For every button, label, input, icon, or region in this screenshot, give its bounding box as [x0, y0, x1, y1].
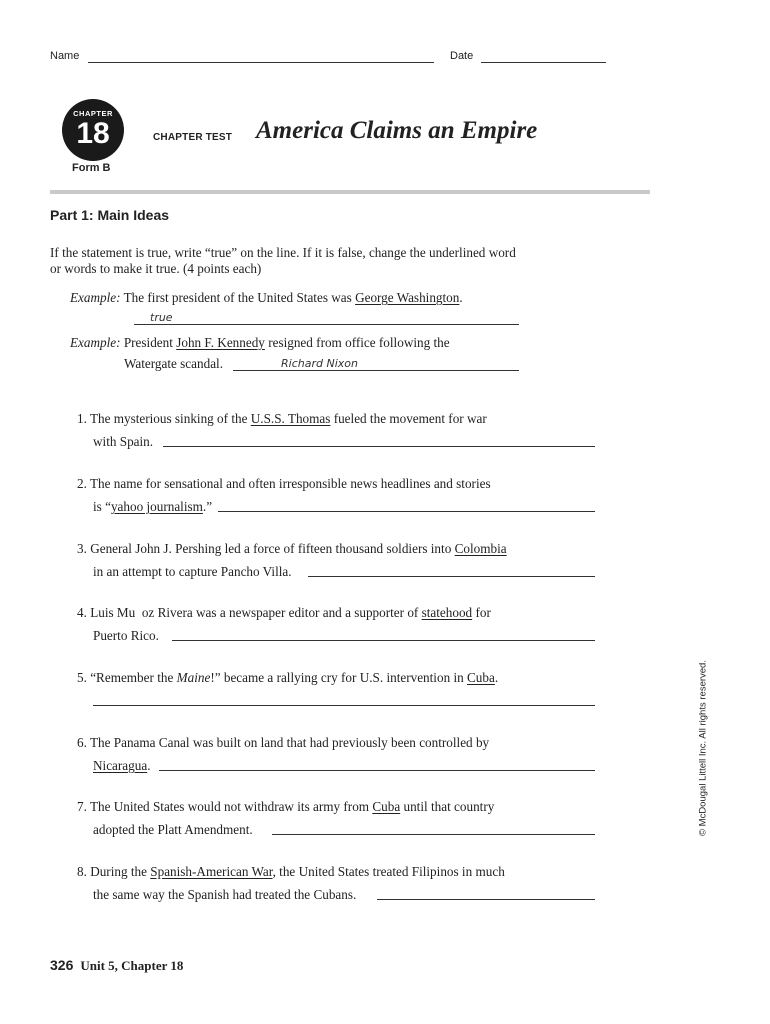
chapter-badge [62, 99, 124, 161]
question-8: 8. During the Spanish-American War, the United States treated Filipinos in much [77, 864, 505, 879]
underlined-term: Nicaragua [93, 758, 148, 773]
example-underlined: John F. Kennedy [176, 335, 265, 350]
example-underlined: George Washington [355, 290, 460, 305]
page-number: 326 [50, 957, 74, 973]
example-1: Example: The first president of the United States was George Washington. [70, 290, 463, 305]
chapter-badge-label: CHAPTER [73, 109, 113, 118]
copyright-notice: © McDougal Littell Inc. All rights reserved. [697, 660, 709, 836]
question-2-line-2: is “yahoo journalism.” [93, 499, 213, 514]
question-6-line-2: Nicaragua. [93, 758, 151, 773]
example-1-answer-line [134, 324, 519, 325]
question-2: 2. The name for sensational and often irresponsible news headlines and stories [77, 476, 491, 491]
answer-line-1[interactable] [163, 446, 595, 447]
question-7: 7. The United States would not withdraw its army from Cuba until that country [77, 799, 495, 814]
date-field[interactable] [481, 62, 606, 63]
question-3: 3. General John J. Pershing led a force of fifteen thousand soldiers into Colombia [77, 541, 507, 556]
question-1: 1. The mysterious sinking of the U.S.S. Thomas fueled the movement for war [77, 411, 487, 426]
example-1-answer: true [150, 311, 173, 324]
question-7-line-2: adopted the Platt Amendment. [93, 822, 253, 837]
answer-line-2[interactable] [218, 511, 595, 512]
instructions-line-2: or words to make it true. (4 points each) [50, 261, 262, 276]
answer-line-4[interactable] [172, 640, 595, 641]
underlined-term: Colombia [454, 541, 507, 556]
answer-line-6[interactable] [159, 770, 595, 771]
example-2-answer-line [233, 370, 519, 371]
underlined-term: yahoo journalism [110, 499, 203, 514]
answer-line-7[interactable] [272, 834, 595, 835]
name-label: Name [50, 50, 80, 62]
underlined-term: Spanish-American War [150, 864, 273, 879]
question-4: 4. Luis Mu oz Rivera was a newspaper editor and a supporter of statehood for [77, 605, 491, 620]
divider [50, 190, 650, 194]
form-label: Form B [72, 162, 111, 174]
date-label: Date [450, 50, 474, 62]
question-1-line-2: with Spain. [93, 434, 154, 449]
example-label: Example: [70, 290, 121, 305]
example-2: Example: President John F. Kennedy resigned from office following the [70, 335, 450, 350]
question-3-line-2: in an attempt to capture Pancho Villa. [93, 564, 292, 579]
answer-line-3[interactable] [308, 576, 595, 577]
answer-line-8[interactable] [377, 899, 595, 900]
underlined-term: statehood [421, 605, 473, 620]
instructions-line-1: If the statement is true, write “true” on the line. If it is false, change the underlined word [50, 245, 516, 260]
underlined-term: Cuba [372, 799, 401, 814]
chapter-number: 18 [76, 117, 110, 150]
example-2-line-2: Watergate scandal. [124, 356, 224, 371]
question-4-line-2: Puerto Rico. [93, 628, 159, 643]
example-text: The first president of the United States was [123, 290, 356, 305]
answer-line-5[interactable] [93, 705, 595, 706]
underlined-term: U.S.S. Thomas [250, 411, 331, 426]
name-field[interactable] [88, 62, 434, 63]
underlined-term: Cuba [467, 670, 495, 685]
example-2-answer: Richard Nixon [281, 357, 358, 370]
question-5: 5. “Remember the Maine!” became a rallying cry for U.S. intervention in Cuba. [77, 670, 499, 685]
question-6: 6. The Panama Canal was built on land that had previously been controlled by [77, 735, 490, 750]
example-label: Example: [70, 335, 121, 350]
unit-chapter: Unit 5, Chapter 18 [80, 958, 184, 973]
chapter-test-label: CHAPTER TEST [153, 132, 233, 143]
page-title: America Claims an Empire [256, 117, 538, 144]
question-8-line-2: the same way the Spanish had treated the Cubans. [93, 887, 357, 902]
part-heading: Part 1: Main Ideas [50, 207, 170, 223]
page-footer [50, 957, 183, 975]
